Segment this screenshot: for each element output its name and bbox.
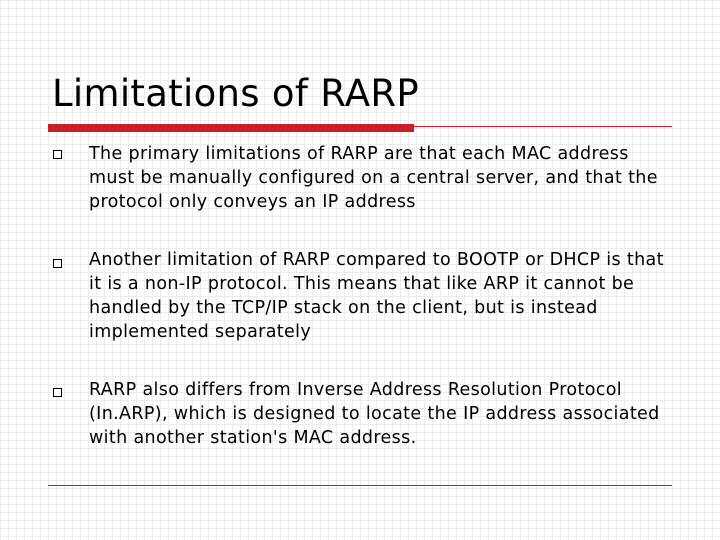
title-underline-line (414, 126, 672, 127)
square-bullet-icon (53, 150, 62, 159)
square-bullet-icon (53, 259, 62, 268)
bullet-text: The primary limitations of RARP are that each MAC address must be manually configured on a central server, and that the protocol only conveys an IP address (89, 144, 658, 212)
title-underline-bar (48, 124, 414, 132)
bullet-text: RARP also differs from Inverse Address Resolution Protocol (In.ARP), which is designed to locate the IP address associated with another station's MAC address. (89, 380, 660, 448)
footer-divider (48, 485, 672, 486)
slide-title: Limitations of RARP (52, 72, 419, 115)
bullet-text: Another limitation of RARP compared to BOOTP or DHCP is that it is a non-IP protocol. This means that like ARP it cannot be handled by the TCP/IP stack on the client, but is instead implemented separately (89, 250, 664, 342)
square-bullet-icon (53, 388, 62, 397)
